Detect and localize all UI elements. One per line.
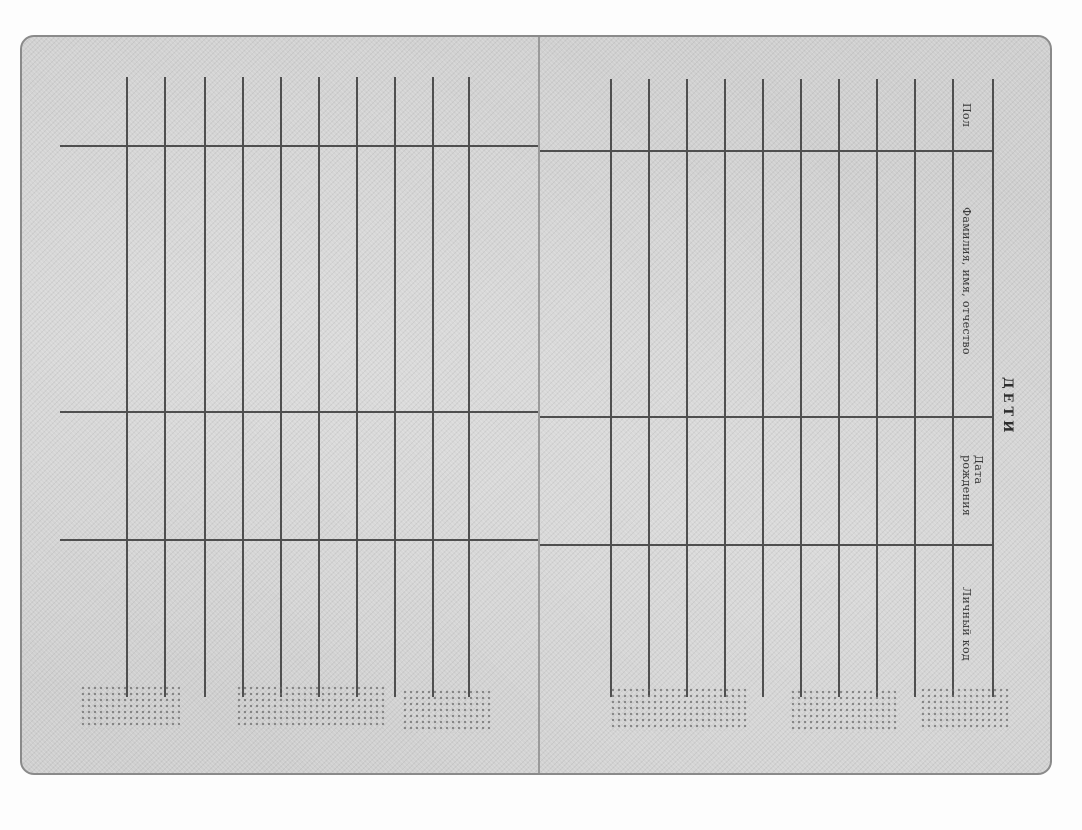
entry-row-line <box>356 77 358 697</box>
left-page <box>22 37 538 773</box>
passport-spread <box>20 35 1052 775</box>
microprint-pattern <box>920 687 1010 731</box>
table-grid-line <box>540 544 992 546</box>
entry-row-line <box>394 77 396 697</box>
table-grid-line <box>60 539 538 541</box>
entry-row-line <box>876 79 878 697</box>
table-grid-line <box>540 150 992 152</box>
entry-row-line <box>648 79 650 697</box>
microprint-pattern <box>790 689 900 733</box>
entry-row-line <box>952 79 954 697</box>
entry-row-line <box>762 79 764 697</box>
entry-row-line <box>432 77 434 697</box>
entry-row-line <box>914 79 916 697</box>
microprint-pattern <box>236 685 386 729</box>
entry-row-line <box>800 79 802 697</box>
table-grid-line <box>540 416 992 418</box>
entry-row-line <box>686 79 688 697</box>
entry-row-line <box>610 79 612 697</box>
entry-row-line <box>164 77 166 697</box>
microprint-pattern <box>610 687 750 731</box>
entry-row-line <box>280 77 282 697</box>
entry-row-line <box>126 77 128 697</box>
column-header-birth-date: Дата рождения <box>960 455 985 517</box>
entry-row-line <box>204 77 206 697</box>
entry-row-line <box>318 77 320 697</box>
column-header-full-name: Фамилия, имя, отчество <box>960 207 973 355</box>
entry-row-line <box>242 77 244 697</box>
microprint-pattern <box>80 685 180 729</box>
column-header-personal-code: Личный код <box>960 587 973 661</box>
table-grid-line <box>60 411 538 413</box>
section-title: ДЕТИ <box>1000 377 1015 437</box>
microprint-pattern <box>402 689 492 733</box>
entry-row-line <box>468 77 470 697</box>
column-header-gender: Пол <box>960 103 973 128</box>
entry-row-line <box>724 79 726 697</box>
right-page <box>540 37 1052 773</box>
header-column-line <box>992 79 994 697</box>
entry-row-line <box>838 79 840 697</box>
table-grid-line <box>60 145 538 147</box>
